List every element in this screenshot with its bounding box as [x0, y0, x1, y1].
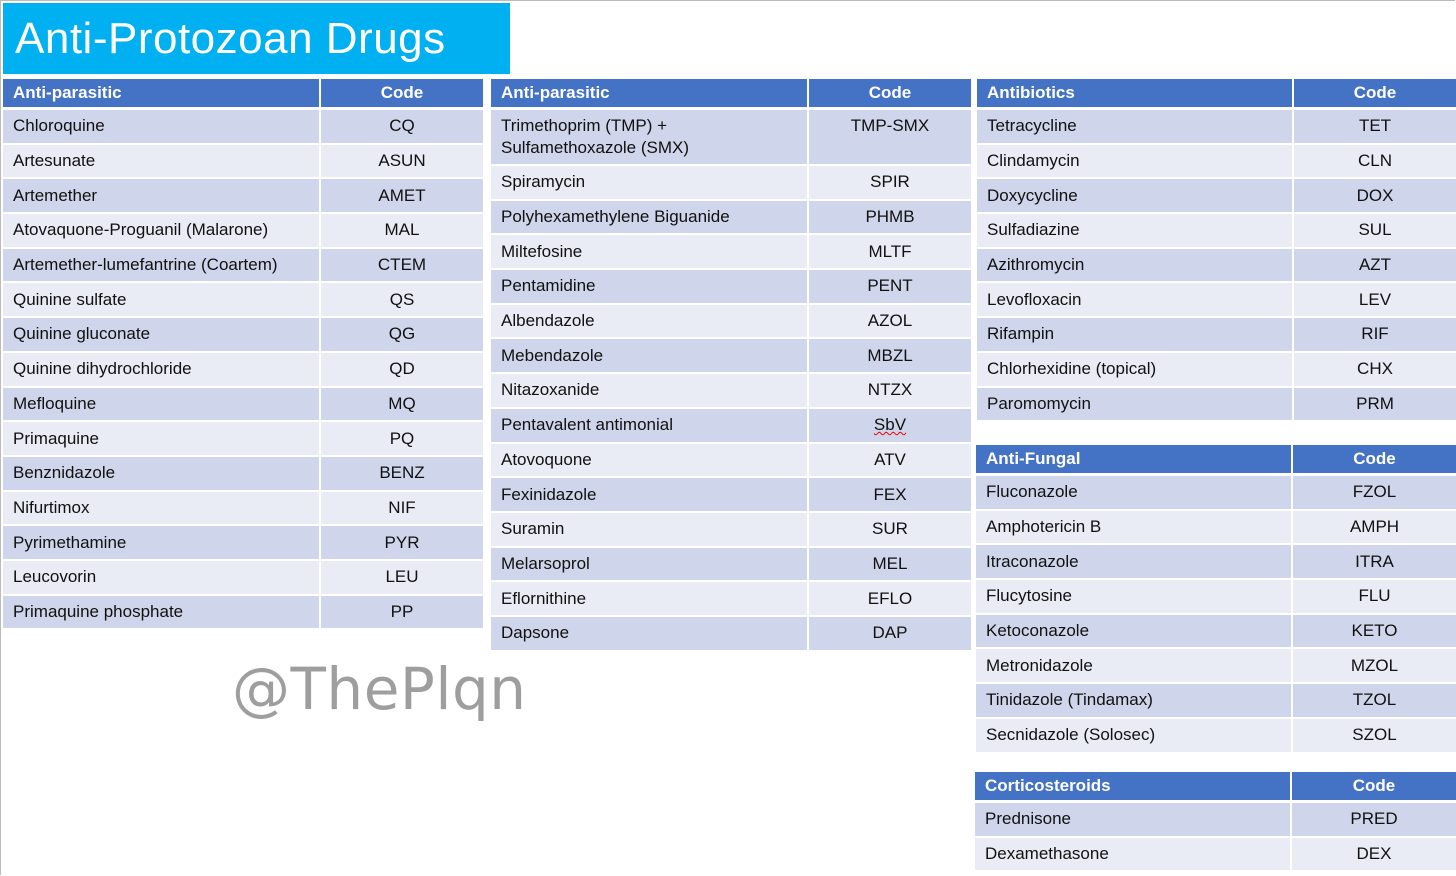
table-row: [491, 582, 971, 617]
drug-name: Metronidazole: [976, 649, 1293, 684]
table-row: [977, 110, 1456, 145]
drug-name: Tetracycline: [977, 110, 1294, 145]
drug-name: Artemether: [3, 179, 321, 214]
spellcheck-underlined-code: SbV: [873, 415, 907, 435]
table-row: [3, 110, 483, 145]
antiparasitic-table-2: [491, 79, 971, 652]
drug-name: Itraconazole: [976, 545, 1293, 580]
page-title: Anti-Protozoan Drugs: [3, 3, 510, 74]
drug-code: PP: [321, 596, 483, 631]
table-row: [491, 548, 971, 583]
drug-name: Amphotericin B: [976, 511, 1293, 546]
drug-code: PENT: [809, 270, 971, 305]
drug-name: Mebendazole: [491, 339, 809, 374]
code-header: Code: [1292, 772, 1456, 803]
table-row: [976, 615, 1456, 650]
drug-name: Flucytosine: [976, 580, 1293, 615]
corticosteroids-table: [975, 772, 1456, 872]
antibiotics-table: [977, 79, 1456, 422]
drug-code: TMP-SMX: [809, 110, 971, 166]
drug-name: Artesunate: [3, 145, 321, 180]
table-body: [3, 110, 483, 630]
drug-code: NTZX: [809, 374, 971, 409]
drug-code: SUR: [809, 513, 971, 548]
category-header: Corticosteroids: [975, 772, 1292, 803]
drug-code: MAL: [321, 214, 483, 249]
drug-name: Doxycycline: [977, 179, 1294, 214]
drug-name: Eflornithine: [491, 582, 809, 617]
table-row: [3, 249, 483, 284]
drug-code: KETO: [1293, 615, 1456, 650]
table-row: [977, 353, 1456, 388]
table-row: [3, 179, 483, 214]
drug-name: Fexinidazole: [491, 478, 809, 513]
table-row: [491, 617, 971, 652]
drug-code: AMPH: [1293, 511, 1456, 546]
table-row: [977, 145, 1456, 180]
drug-name: Dapsone: [491, 617, 809, 652]
drug-code: AMET: [321, 179, 483, 214]
drug-code: PRM: [1294, 388, 1456, 423]
drug-code: CTEM: [321, 249, 483, 284]
table-row: [3, 145, 483, 180]
drug-code: CHX: [1294, 353, 1456, 388]
table-row: [976, 684, 1456, 719]
table-row: [491, 513, 971, 548]
antifungal-table: [976, 445, 1456, 754]
drug-name: Tinidazole (Tindamax): [976, 684, 1293, 719]
drug-code: MQ: [321, 388, 483, 423]
table-row: [977, 249, 1456, 284]
drug-name: Clindamycin: [977, 145, 1294, 180]
drug-code: SUL: [1294, 214, 1456, 249]
table-row: [976, 476, 1456, 511]
drug-name: Quinine dihydrochloride: [3, 353, 321, 388]
drug-name: Pyrimethamine: [3, 526, 321, 561]
table-header-row: [491, 79, 971, 110]
drug-name: Pentavalent antimonial: [491, 409, 809, 444]
table-row: [3, 596, 483, 631]
drug-code: MBZL: [809, 339, 971, 374]
table-row: [977, 179, 1456, 214]
table-row: [977, 388, 1456, 423]
drug-code: SZOL: [1293, 719, 1456, 754]
table-row: [491, 110, 971, 166]
drug-code: DAP: [809, 617, 971, 652]
table-header-row: [977, 79, 1456, 110]
table-body: [976, 476, 1456, 754]
drug-name: Levofloxacin: [977, 283, 1294, 318]
drug-code: [809, 409, 971, 444]
table-row: [977, 283, 1456, 318]
drug-name: Trimethoprim (TMP) + Sulfamethoxazole (SMX): [491, 110, 809, 166]
drug-code: PRED: [1292, 803, 1456, 838]
drug-name: Albendazole: [491, 305, 809, 340]
drug-code: AZT: [1294, 249, 1456, 284]
drug-name: Chlorhexidine (topical): [977, 353, 1294, 388]
drug-name: Benznidazole: [3, 457, 321, 492]
drug-name: Dexamethasone: [975, 838, 1292, 873]
code-header: Code: [1294, 79, 1456, 110]
drug-code: EFLO: [809, 582, 971, 617]
table-header-row: [3, 79, 483, 110]
table-row: [3, 561, 483, 596]
drug-name: Fluconazole: [976, 476, 1293, 511]
table-row: [3, 214, 483, 249]
drug-name: Artemether-lumefantrine (Coartem): [3, 249, 321, 284]
drug-name: Prednisone: [975, 803, 1292, 838]
table-row: [491, 270, 971, 305]
drug-code: LEV: [1294, 283, 1456, 318]
table-row: [977, 318, 1456, 353]
drug-name: Nitazoxanide: [491, 374, 809, 409]
watermark-handle: @ThePlqn: [232, 655, 527, 723]
drug-name: Leucovorin: [3, 561, 321, 596]
drug-name: Pentamidine: [491, 270, 809, 305]
table-header-row: [976, 445, 1456, 476]
drug-code: PYR: [321, 526, 483, 561]
table-row: [491, 339, 971, 374]
drug-name: Primaquine phosphate: [3, 596, 321, 631]
code-header: Code: [1293, 445, 1456, 476]
table-row: [491, 235, 971, 270]
table-row: [3, 526, 483, 561]
drug-name: Chloroquine: [3, 110, 321, 145]
table-row: [491, 444, 971, 479]
drug-name: Ketoconazole: [976, 615, 1293, 650]
table-row: [975, 803, 1456, 838]
drug-name: Rifampin: [977, 318, 1294, 353]
table-row: [491, 305, 971, 340]
drug-code: MLTF: [809, 235, 971, 270]
drug-code: DOX: [1294, 179, 1456, 214]
table-row: [3, 353, 483, 388]
table-row: [977, 214, 1456, 249]
table-row: [3, 318, 483, 353]
drug-code: CLN: [1294, 145, 1456, 180]
table-row: [976, 649, 1456, 684]
table-row: [976, 580, 1456, 615]
antiparasitic-table-1: [3, 79, 483, 630]
drug-code: CQ: [321, 110, 483, 145]
drug-code: DEX: [1292, 838, 1456, 873]
drug-code: QG: [321, 318, 483, 353]
table-body: [491, 110, 971, 652]
drug-code: RIF: [1294, 318, 1456, 353]
drug-code: MZOL: [1293, 649, 1456, 684]
drug-code: SPIR: [809, 166, 971, 201]
table-body: [975, 803, 1456, 872]
drug-code: AZOL: [809, 305, 971, 340]
table-header-row: [975, 772, 1456, 803]
drug-name: Primaquine: [3, 422, 321, 457]
drug-name: Quinine gluconate: [3, 318, 321, 353]
code-header: Code: [809, 79, 971, 110]
drug-name: Atovoquone: [491, 444, 809, 479]
category-header: Antibiotics: [977, 79, 1294, 110]
drug-code: ATV: [809, 444, 971, 479]
drug-code: BENZ: [321, 457, 483, 492]
table-row: [976, 511, 1456, 546]
code-header: Code: [321, 79, 483, 110]
table-row: [3, 388, 483, 423]
drug-code: MEL: [809, 548, 971, 583]
category-header: Anti-parasitic: [3, 79, 321, 110]
drug-code: NIF: [321, 492, 483, 527]
table-row: [3, 492, 483, 527]
drug-name: Miltefosine: [491, 235, 809, 270]
table-row: [491, 201, 971, 236]
category-header: Anti-Fungal: [976, 445, 1293, 476]
drug-name: Nifurtimox: [3, 492, 321, 527]
table-row: [491, 166, 971, 201]
drug-code: TET: [1294, 110, 1456, 145]
drug-name: Polyhexamethylene Biguanide: [491, 201, 809, 236]
drug-code: ASUN: [321, 145, 483, 180]
drug-code: FZOL: [1293, 476, 1456, 511]
drug-name: Suramin: [491, 513, 809, 548]
drug-code: QS: [321, 283, 483, 318]
drug-code: PQ: [321, 422, 483, 457]
drug-code: ITRA: [1293, 545, 1456, 580]
drug-code: PHMB: [809, 201, 971, 236]
table-row: [491, 374, 971, 409]
drug-name: Atovaquone-Proguanil (Malarone): [3, 214, 321, 249]
table-row: [976, 545, 1456, 580]
table-row: [976, 719, 1456, 754]
drug-code: LEU: [321, 561, 483, 596]
table-row: [491, 478, 971, 513]
drug-name: Mefloquine: [3, 388, 321, 423]
drug-code: FEX: [809, 478, 971, 513]
category-header: Anti-parasitic: [491, 79, 809, 110]
drug-name: Paromomycin: [977, 388, 1294, 423]
drug-name: Sulfadiazine: [977, 214, 1294, 249]
drug-name: Melarsoprol: [491, 548, 809, 583]
drug-name: Azithromycin: [977, 249, 1294, 284]
table-body: [977, 110, 1456, 422]
table-row: [3, 422, 483, 457]
table-row: [3, 283, 483, 318]
table-row: [3, 457, 483, 492]
drug-code: FLU: [1293, 580, 1456, 615]
table-row: [491, 409, 971, 444]
drug-code: TZOL: [1293, 684, 1456, 719]
drug-name: Spiramycin: [491, 166, 809, 201]
table-row: [975, 838, 1456, 873]
drug-code: QD: [321, 353, 483, 388]
drug-name: Secnidazole (Solosec): [976, 719, 1293, 754]
drug-name: Quinine sulfate: [3, 283, 321, 318]
